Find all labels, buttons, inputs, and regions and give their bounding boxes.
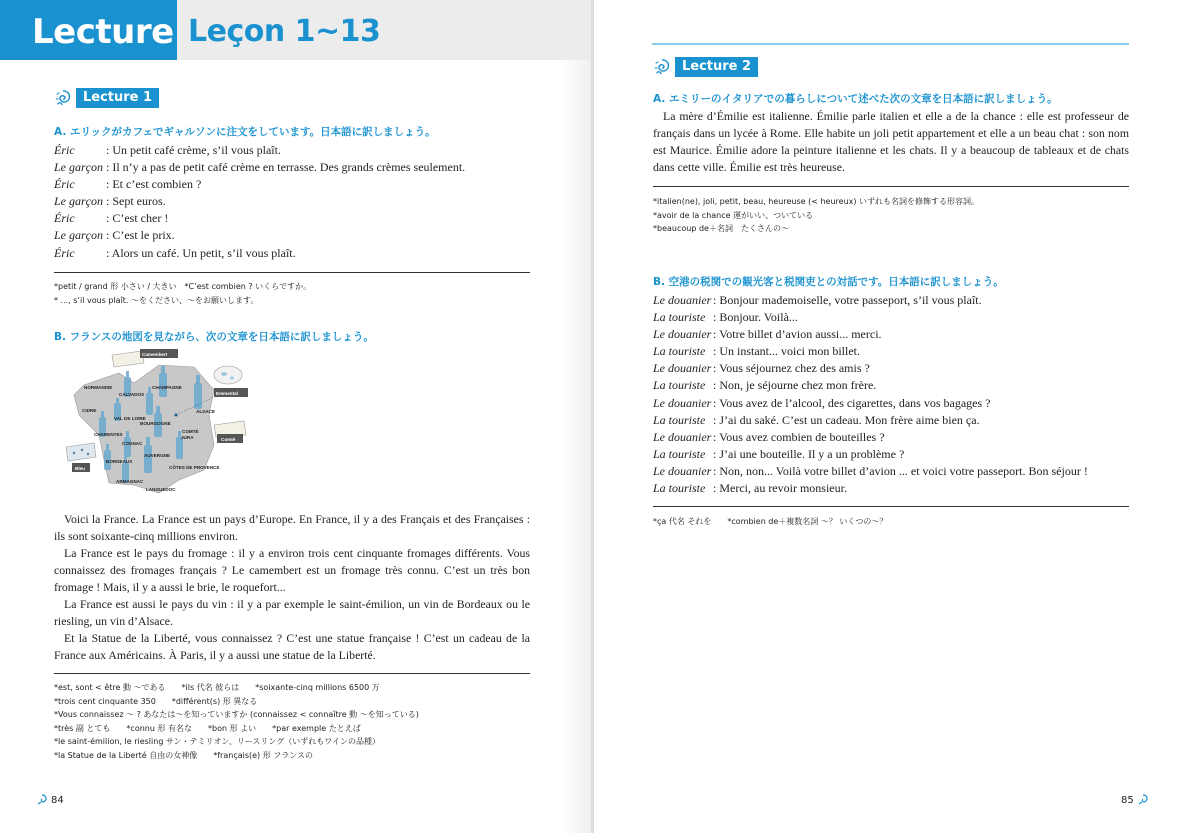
speaker: Éric xyxy=(54,143,75,157)
note-line: * ..., s’il vous plaît. 〜をください、〜をお願いします。 xyxy=(54,295,259,305)
dialogue-row xyxy=(653,292,1129,309)
dialogue-row xyxy=(54,210,534,227)
lecture1-partA-notes xyxy=(54,280,311,307)
map-label-calvados: CALVADOS xyxy=(119,392,145,397)
dialogue-line: : J’ai une bouteille. Il y a un problème ? xyxy=(713,446,905,461)
map-label-normandie: NORMANDIE xyxy=(84,385,113,390)
page-swirl-icon xyxy=(36,794,48,806)
speaker: Le douanier xyxy=(653,395,712,410)
speaker: Le garçon xyxy=(54,194,103,209)
note-line: *la Statue de la Liberté 自由の女神像 *français(e) 形 フランスの xyxy=(54,750,314,760)
dialogue-row xyxy=(653,377,1129,394)
france-map-illustration xyxy=(64,345,254,500)
speaker: Le douanier xyxy=(653,293,712,307)
lecture1-partB-notes xyxy=(54,681,419,763)
dialogue-line: : Bonjour mademoiselle, votre passeport, s’il vous plaît. xyxy=(713,293,982,307)
paragraph: La mère d’Émilie est italienne. Émilie parle italien et elle a de la chance : elle est professeur de français dans un lycée à Rome. Elle habite un joli petit appartement et elle a un beau chat : son nom est Maurice. Émilie adore la peinture italienne et les chats. Il y a beaucoup de tableaux et de chats dans cette ville. Émilie est très heureuse. xyxy=(653,109,1129,174)
speaker: La touriste xyxy=(653,310,706,325)
page-header xyxy=(0,0,591,60)
note-line: *petit / grand 形 小さい / 大きい *C’est combien ? いくらですか。 xyxy=(54,282,312,291)
speaker: Éric xyxy=(54,177,75,192)
note-line: *très 副 とても *connu 形 有名な *bon 形 よい *par exemple たとえば xyxy=(54,723,361,733)
speaker: La touriste xyxy=(653,481,706,496)
dialogue-row xyxy=(653,309,1129,326)
map-label-armagnac: ARMAGNAC xyxy=(116,479,144,484)
dialogue-line: : Bonjour. Voilà... xyxy=(713,310,798,325)
dialogue-row xyxy=(54,245,534,262)
page-number-left xyxy=(36,794,64,806)
page-subtitle: Leçon 1~13 xyxy=(188,14,381,49)
speaker: Le douanier xyxy=(653,361,712,376)
speaker: Le douanier xyxy=(653,463,712,478)
speaker: La touriste xyxy=(653,412,706,427)
lecture1-partB-text xyxy=(54,511,530,664)
cafe-dialogue xyxy=(54,142,534,262)
notes-divider xyxy=(653,186,1129,187)
dialogue-row xyxy=(653,395,1129,412)
speaker: Le garçon xyxy=(54,228,103,243)
map-label-cidre: CIDRE xyxy=(82,408,97,413)
map-label-languedoc: LANGUEDOC xyxy=(146,487,176,492)
notes-divider xyxy=(653,506,1129,507)
note-line: *est, sont < être 動 〜である *ils 代名 彼らは *soixante-cinq millions 6500 万 xyxy=(54,683,380,692)
dialogue-row xyxy=(54,176,534,193)
dialogue-line: : Vous avez combien de bouteilles ? xyxy=(713,429,885,444)
lecture1-partB-heading: B. フランスの地図を見ながら、次の文章を日本語に訳しましょう。 xyxy=(54,331,374,343)
speaker: La touriste xyxy=(653,446,706,461)
paragraph: Voici la France. La France est un pays d’Europe. En France, il y a des Français et des Françaises : ils sont soixante-cinq millions environ. xyxy=(54,512,530,543)
speaker: La touriste xyxy=(653,378,706,393)
speaker: La touriste xyxy=(653,344,706,359)
note-line: *Vous connaissez 〜 ? あなたは〜を知っていますか (connaissez < connaître 動 〜を知っている) xyxy=(54,710,419,720)
note-line: *ça 代名 それを *combien de＋複数名詞 〜？ いくつの〜？ xyxy=(653,517,888,526)
map-label-charentes: CHARENTES xyxy=(94,432,123,437)
lecture2-partB-heading: B. 空港の税関での観光客と税関吏との対話です。日本語に訳しましょう。 xyxy=(653,276,1004,288)
lecture2-label: Lecture 2 xyxy=(675,57,758,77)
map-label-champagne: CHAMPAGNE xyxy=(152,385,182,390)
dialogue-row xyxy=(653,412,1129,429)
map-label-auvergne: AUVERGNE xyxy=(144,453,171,458)
dialogue-line: : Alors un café. Un petit, s’il vous plaît. xyxy=(106,245,296,260)
page-number: 85 xyxy=(1121,794,1134,806)
dialogue-line: : Sept euros. xyxy=(106,194,166,209)
lecture2-partA-heading: A. エミリーのイタリアでの暮らしについて述べた次の文章を日本語に訳しましょう。 xyxy=(653,93,1058,105)
note-line: *avoir de la chance 運がいい、ついている xyxy=(653,210,814,220)
paragraph: La France est aussi le pays du vin : il y a par exemple le saint-émilion, un vin de Bordeaux ou le riesling, un vin d’Alsace. xyxy=(54,597,530,628)
dialogue-line: : Un instant... voici mon billet. xyxy=(713,344,860,359)
map-label-bleu: Bleu xyxy=(75,466,85,471)
swirl-ornament-icon xyxy=(54,89,72,107)
page-title: Lecture xyxy=(32,12,174,52)
camembert-cheese-icon xyxy=(112,351,144,367)
gutter xyxy=(591,0,594,833)
dialogue-line: : J’ai du saké. C’est un cadeau. Mon frère aime bien ça. xyxy=(713,412,980,427)
map-label-camembert: Camembert xyxy=(142,352,168,357)
dialogue-row xyxy=(54,193,534,210)
page-number: 84 xyxy=(51,794,64,806)
map-label-alsace: ALSACE xyxy=(196,409,215,414)
emmental-cheese-icon xyxy=(214,366,242,384)
gutter-shadow xyxy=(560,0,591,833)
dialogue-line: : Non, non... Voilà votre billet d’avion ... et voici votre passeport. Bon séjour ! xyxy=(713,463,1088,478)
dialogue-row xyxy=(653,429,1129,446)
dialogue-line: : Un petit café crème, s’il vous plaît. xyxy=(106,143,281,157)
swirl-ornament-icon xyxy=(653,58,671,76)
lecture1-heading xyxy=(54,88,159,108)
dialogue-row xyxy=(54,227,534,244)
note-line: *le saint-émilion, le riesling サン・テミリオン、リースリング（いずれもワインの品種） xyxy=(54,737,381,747)
paragraph: Et la Statue de la Liberté, vous connaissez ? C’est une statue française ! C’est un cadeau de la France aux Américains. À Paris, il y a aussi une statue de la Liberté. xyxy=(54,631,530,662)
dialogue-row xyxy=(54,159,534,176)
map-label-cotes-de-provence: CÔTES DE PROVENCE xyxy=(169,465,220,470)
map-label-comte-region: COMTÉ xyxy=(182,429,199,434)
customs-dialogue xyxy=(653,292,1129,497)
paragraph: La France est le pays du fromage : il y a environ trois cent cinquante fromages différents. Vous connaissez des fromages français ? Le camembert est un fromage très connu. C’est un très bon fromage ! Mais, il y a aussi le brie, le roquefort... xyxy=(54,546,530,594)
dialogue-line: : Non, je séjourne chez mon frère. xyxy=(713,378,877,393)
speaker: Le douanier xyxy=(653,429,712,444)
speaker: Éric xyxy=(54,211,75,226)
map-label-bordeaux: BORDEAUX xyxy=(106,459,133,464)
map-label-bourgogne: BOURGOGNE xyxy=(140,421,171,426)
notes-divider xyxy=(54,673,530,674)
dialogue-row xyxy=(54,142,534,159)
dialogue-line: : C’est le prix. xyxy=(106,228,175,243)
dialogue-row xyxy=(653,326,1129,343)
dialogue-row xyxy=(653,343,1129,360)
notes-divider xyxy=(54,272,530,273)
lecture2-partB-notes xyxy=(653,515,887,529)
dialogue-line: : Vous avez de l’alcool, des cigarettes, dans vos bagages ? xyxy=(713,395,991,410)
speaker: Le garçon xyxy=(54,160,103,175)
lecture2-partA-notes xyxy=(653,195,979,236)
dialogue-line: : Et c’est combien ? xyxy=(106,177,202,192)
dialogue-line: : Votre billet d’avion aussi... merci. xyxy=(713,327,882,342)
note-line: *beaucoup de＋名詞 たくさんの〜 xyxy=(653,224,789,234)
page-number-right xyxy=(1121,794,1149,806)
lecture2-partA-text xyxy=(653,108,1129,176)
map-label-cognac: COGNAC xyxy=(122,441,143,446)
dialogue-row xyxy=(653,446,1129,463)
note-line: *italien(ne), joli, petit, beau, heureuse (< heureux) いずれも名詞を修飾する形容詞。 xyxy=(653,197,980,206)
dialogue-line: : C’est cher ! xyxy=(106,211,169,226)
map-label-jura: JURA xyxy=(181,435,194,440)
dialogue-line: : Vous séjournez chez des amis ? xyxy=(713,361,870,376)
lecture1-partA-heading: A. エリックがカフェでギャルソンに注文をしています。日本語に訳しましょう。 xyxy=(54,126,436,138)
dialogue-row xyxy=(653,463,1129,480)
dialogue-row xyxy=(653,480,1129,497)
map-label-emmental: Emmental xyxy=(216,391,238,396)
map-label-val-de-loire: VAL DE LOIRE xyxy=(114,416,146,421)
dialogue-line: : Merci, au revoir monsieur. xyxy=(713,481,847,496)
page-swirl-icon xyxy=(1137,794,1149,806)
lecture1-label: Lecture 1 xyxy=(76,88,159,108)
bleu-cheese-icon xyxy=(66,443,96,461)
note-line: *trois cent cinquante 350 *différent(s) 形 異なる xyxy=(54,696,258,706)
speaker: Éric xyxy=(54,245,75,260)
top-rule xyxy=(652,43,1129,45)
map-label-comte-cheese: Comté xyxy=(221,437,236,442)
speaker: Le douanier xyxy=(653,327,712,342)
dialogue-row xyxy=(653,360,1129,377)
lecture2-heading xyxy=(653,57,758,77)
dialogue-line: : Il n’y a pas de petit café crème en terrasse. Des grands crèmes seulement. xyxy=(106,160,466,175)
